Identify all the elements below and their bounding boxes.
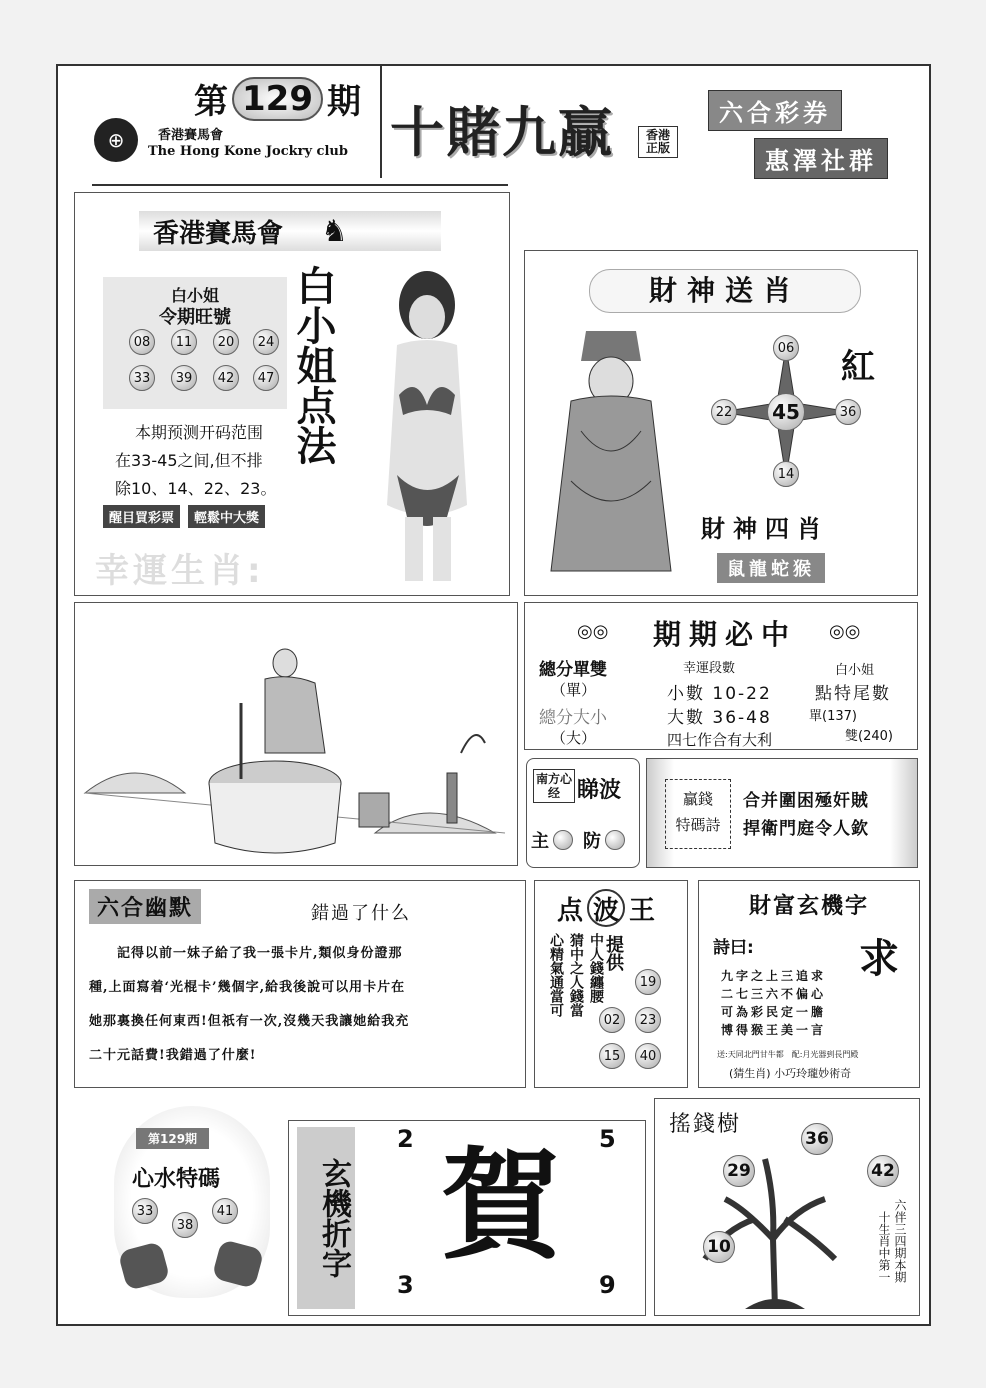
club-name-cn: 香港賽馬會 xyxy=(158,128,224,143)
lucky-ball: 33 xyxy=(129,365,155,391)
well-illustration xyxy=(75,603,517,865)
guard-ball-icon xyxy=(605,830,625,850)
humor-line: 記得以前一妹子給了我一張卡片,類似身份證那 xyxy=(117,946,403,961)
issue-title xyxy=(194,74,361,123)
poem-label-1: 贏錢 xyxy=(682,790,713,808)
humor-section xyxy=(74,880,526,1088)
xuanji-title: 玄機折字 xyxy=(297,1127,355,1309)
slogan-2: 輕鬆中大獎 xyxy=(188,505,265,528)
xuanji-number: 2 xyxy=(397,1125,414,1153)
xuanji-number: 9 xyxy=(599,1271,616,1299)
qiqi-cell: （單） xyxy=(551,681,597,699)
qiqi-cell: 小數 10-22 xyxy=(667,684,772,704)
dianbo-col-3: 中人錢纏腰 xyxy=(588,933,604,1003)
wealth-title: 財富玄機字 xyxy=(748,893,869,919)
south-main xyxy=(531,827,573,853)
dianbo-ball: 02 xyxy=(599,1007,625,1033)
poem-labels xyxy=(665,779,731,849)
label-community: 惠澤社群 xyxy=(754,138,888,179)
miss-bai-section xyxy=(74,192,510,596)
humor-line: 種,上面寫着‘光棍卡’幾個字,給我後說可以用卡片在 xyxy=(89,980,406,995)
fortune-god-section xyxy=(524,250,918,596)
qiqi-cell: 幸運段數 xyxy=(683,661,736,676)
tree-illustration xyxy=(685,1139,865,1309)
label-lottery: 六合彩券 xyxy=(708,90,842,131)
heart-title: 心水特碼 xyxy=(132,1166,221,1192)
tree-ball: 10 xyxy=(703,1231,735,1263)
compass-center: 45 xyxy=(767,393,805,431)
poem-line: 合并圍困殛奸賊 xyxy=(743,791,869,811)
club-banner-text: 香港賽馬會 xyxy=(153,218,284,249)
xuanji-big-char: 賀 xyxy=(441,1137,561,1276)
lucky-number-card xyxy=(103,277,287,409)
main-ball-icon xyxy=(553,830,573,850)
model-illustration xyxy=(347,255,507,585)
heart-issue: 第129期 xyxy=(136,1128,209,1149)
heart-ball: 38 xyxy=(172,1212,198,1238)
wealth-line: 二七三六不偏心 xyxy=(721,987,827,1001)
compass-right: 36 xyxy=(835,399,861,425)
dianbo-ball: 40 xyxy=(635,1043,661,1069)
dianbo-col-2: 猜中之人錢當 xyxy=(568,933,584,1017)
club-banner xyxy=(139,211,441,251)
four-zodiac-title: 財神四肖 xyxy=(701,514,829,543)
heart-section xyxy=(114,1106,270,1298)
slogan-1: 醒目買彩票 xyxy=(103,505,180,528)
lucky-ball: 42 xyxy=(213,365,239,391)
main-label: 主 xyxy=(531,831,549,852)
fortune-god-title: 財神送肖 xyxy=(589,269,861,313)
qiqi-cell: 雙(240) xyxy=(845,729,893,744)
color-word: 紅 xyxy=(841,347,875,387)
wealth-section xyxy=(698,880,920,1088)
dianbo-section xyxy=(534,880,688,1088)
dianbo-title-c: 王 xyxy=(629,895,656,926)
qiqi-cell: 四七作合有大利 xyxy=(667,731,773,749)
prediction-text xyxy=(115,419,276,503)
fist-icon xyxy=(118,1241,171,1291)
fist-icon xyxy=(212,1239,265,1289)
lucky-ball: 39 xyxy=(171,365,197,391)
lucky-ball: 08 xyxy=(129,329,155,355)
humor-body xyxy=(89,937,513,1073)
cd-icon: ◎◎ xyxy=(829,621,861,642)
slogan-row xyxy=(103,505,265,528)
lucky-ball: 24 xyxy=(253,329,279,355)
qiqi-cell: 大數 36-48 xyxy=(667,708,772,728)
dianbo-ball: 15 xyxy=(599,1043,625,1069)
main-title: 十賭九贏 xyxy=(390,101,614,164)
jockey-club-logo: ⊕ xyxy=(94,118,138,162)
header-rule xyxy=(92,184,508,186)
wealth-line: 九字之上三追求 xyxy=(721,969,827,983)
wealth-line: 可為彩民定一膽 xyxy=(721,1005,827,1019)
fortune-god-illustration xyxy=(541,321,681,581)
poem-label-2: 特碼詩 xyxy=(675,816,721,834)
four-zodiac-animals: 鼠龍蛇猴 xyxy=(717,553,825,583)
dianbo-offer: 提供 xyxy=(603,935,624,971)
compass-figure xyxy=(711,337,861,487)
heart-ball: 33 xyxy=(132,1198,158,1224)
wealth-lines xyxy=(721,967,826,1039)
dianbo-title-b: 波 xyxy=(587,889,625,927)
faded-zodiac-text: 幸運生肖: xyxy=(95,551,265,591)
dianbo-ball: 23 xyxy=(635,1007,661,1033)
humor-title: 錯過了什么 xyxy=(311,903,411,924)
humor-line: 二十元話費!我錯過了什麼! xyxy=(89,1048,257,1063)
club-name-en: The Hong Kone Jockry club xyxy=(148,144,348,159)
poem-line: 捍衛門庭令人欽 xyxy=(743,819,869,839)
miss-bai-vertical-title: 白小姐点法 xyxy=(290,265,336,465)
dianbo-title-a: 点 xyxy=(557,895,584,926)
card-title-1: 白小姐 xyxy=(170,286,219,305)
wealth-big-char: 求 xyxy=(859,936,899,982)
tree-ball: 36 xyxy=(801,1123,833,1155)
cd-icon: ◎◎ xyxy=(577,621,609,642)
south-ball-section xyxy=(526,758,640,868)
qiqi-title: 期期必中 xyxy=(653,618,798,651)
tree-ball: 42 xyxy=(867,1155,899,1187)
prediction-line: 本期预测开码范围 xyxy=(135,423,264,442)
horse-icon: ♞ xyxy=(321,213,348,249)
money-tree-title: 搖錢樹 xyxy=(669,1112,742,1137)
south-title: 睇波 xyxy=(577,778,622,803)
money-tree-section xyxy=(654,1098,920,1316)
lucky-ball: 47 xyxy=(253,365,279,391)
tree-ball: 29 xyxy=(723,1155,755,1187)
qiqi-cell: 單(137) xyxy=(809,709,857,724)
south-guard xyxy=(583,827,625,853)
qiqi-cell: 白小姐 xyxy=(835,663,875,678)
issue-suffix: 期 xyxy=(326,82,361,122)
dianbo-title xyxy=(557,889,655,927)
xuanji-number: 5 xyxy=(599,1125,616,1153)
wealth-note: 送:天同北門甘牛都 配:月光器到長門殿 xyxy=(717,1050,859,1059)
header-left xyxy=(58,66,382,178)
humor-line: 她那裏換任何東西!但祇有一次,沒幾天我讓她給我充 xyxy=(89,1014,410,1029)
tree-vertical-2: 十生肖中第一 xyxy=(877,1211,891,1283)
tree-vertical-1: 六伴三四期本期 xyxy=(893,1199,907,1283)
wealth-line: 博得猴王美一言 xyxy=(721,1023,827,1037)
lucky-ball: 20 xyxy=(213,329,239,355)
newspaper-page xyxy=(56,64,931,1326)
edition-stamp: 香港正版 xyxy=(638,126,678,158)
humor-tag: 六合幽默 xyxy=(89,889,201,924)
qiqi-cell: 點特尾數 xyxy=(815,684,891,704)
poem-lines xyxy=(743,787,869,843)
qiqi-cell: 總分大小 xyxy=(539,708,607,728)
card-title-2: 令期旺號 xyxy=(159,307,231,328)
qiqi-cell: 總分單雙 xyxy=(539,660,607,680)
header-right xyxy=(382,66,929,178)
dianbo-ball: 19 xyxy=(635,969,661,995)
wealth-answer: (猜生肖) 小巧玲瓏妙術奇 xyxy=(729,1067,852,1080)
poem-section xyxy=(646,758,918,868)
prediction-line: 在33-45之间,但不排 xyxy=(115,451,263,470)
compass-top: 06 xyxy=(773,335,799,361)
issue-prefix: 第 xyxy=(194,82,228,122)
heart-ball: 41 xyxy=(212,1198,238,1224)
lucky-ball: 11 xyxy=(171,329,197,355)
south-tag: 南方心经 xyxy=(533,769,575,803)
issue-number: 129 xyxy=(232,77,323,121)
prediction-line: 除10、14、22、23。 xyxy=(115,479,277,498)
dianbo-col-1: 心精氣通當可 xyxy=(548,933,564,1017)
qiqi-section xyxy=(524,602,918,750)
well-illustration-section xyxy=(74,602,518,866)
guard-label: 防 xyxy=(583,831,601,852)
compass-bottom: 14 xyxy=(773,461,799,487)
compass-left: 22 xyxy=(711,399,737,425)
qiqi-cell: （大） xyxy=(551,729,597,747)
wealth-poem-label: 詩曰: xyxy=(713,938,754,958)
xuanji-number: 3 xyxy=(397,1271,414,1299)
xuanji-section xyxy=(288,1120,646,1316)
